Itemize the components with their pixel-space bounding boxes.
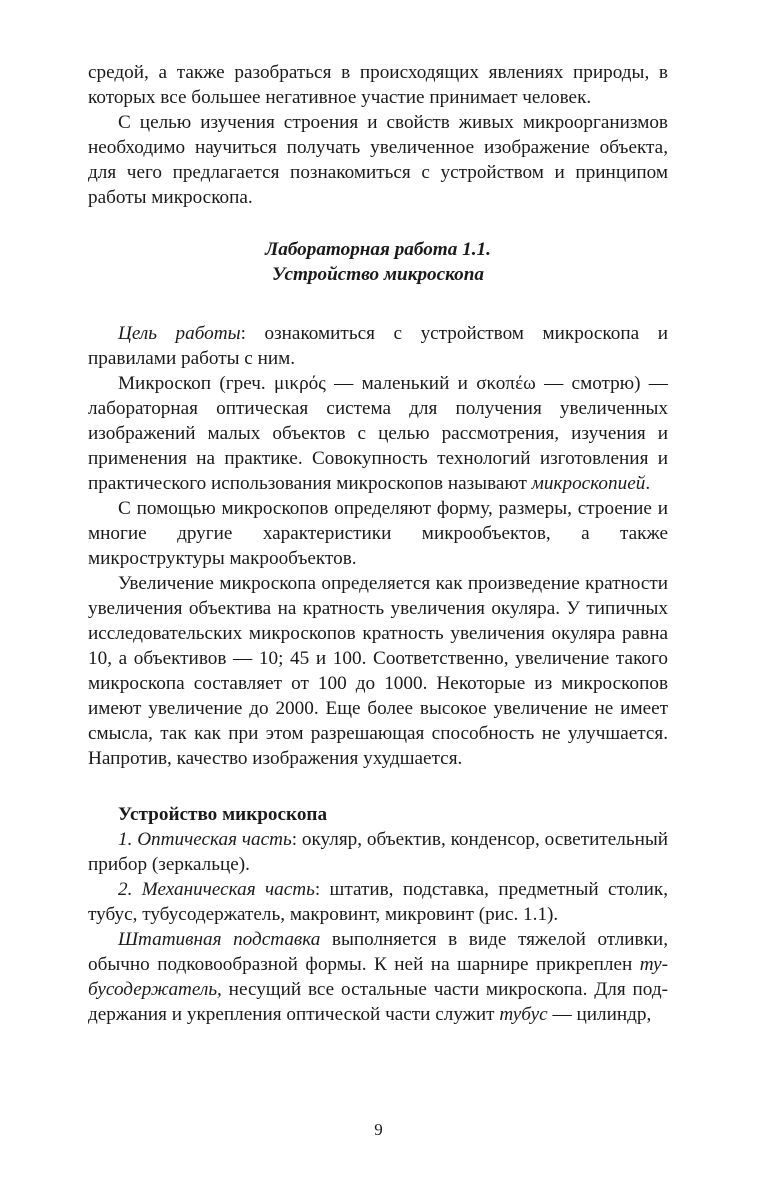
goal-label: Цель работы: [118, 323, 241, 344]
text: несущий все остальные части микроскопа. Для поддержания и укрепления оптической части служит: [88, 979, 668, 1025]
page-content: [88, 60, 668, 1027]
paragraph: [88, 371, 668, 496]
goal-text: : ознакомиться с устройством микроскопа и правилами работы с ним.: [88, 323, 668, 369]
period: .: [645, 473, 651, 494]
paragraph: С целью изучения строения и свойств живых микроорганизмов необходимо научиться получать увеличенное изображение объекта, для чего предлагается познакомиться с устройством и принципом работы микроскопа.: [88, 112, 668, 208]
text: выполняется в виде тяжелой отливки, обычно подковообразной формы. К ней на шарнире прикреплен: [88, 929, 668, 975]
subheading: Устройство микроскопа: [118, 804, 328, 825]
paragraph: средой, а также разобраться в происходящих явлениях природы, в которых все большее негативное участие принимает человек.: [88, 62, 668, 108]
item-label: 1. Оптическая часть: [118, 829, 292, 850]
paragraph: Увеличение микроскопа определяется как произведение кратности увеличения объектива на кратность увеличения окуляра. У типичных исследовательских микроскопов кратность увеличения окуляра равна 10, а объективов — 10; 45 и 100. Соответственно, увеличение такого микроскопа составляет от 100 до 1000. Некоторые из микроскопов имеют увеличение до 2000. Еще более высокое увеличение не имеет смысла, так как при этом разрешающая способность не улучшается. Напротив, качество изображения ухудшается.: [88, 573, 668, 769]
section-title: [88, 237, 668, 287]
text: — цилиндр,: [547, 1004, 652, 1025]
paragraph: С помощью микроскопов определяют форму, размеры, строение и многие другие характеристики микрообъектов, а также микроструктуры макрообъектов.: [88, 498, 668, 569]
term: тубусодержатель,: [88, 954, 668, 1000]
paragraph: [88, 927, 668, 1027]
item-label: 2. Механическая часть: [118, 879, 315, 900]
item-text: : штатив, подставка, предметный столик, тубус, тубусодержатель, макровинт, микровинт (рис. 1.1).: [88, 879, 668, 925]
title-line-2: Устройство микроскопа: [272, 264, 484, 285]
page-number: 9: [374, 1120, 383, 1139]
term: Штативная подставка: [118, 929, 321, 950]
list-item: [88, 827, 668, 877]
title-line-1: Лабораторная работа 1.1.: [265, 239, 491, 260]
item-text: : окуляр, объектив, конденсор, осветительный прибор (зеркальце).: [88, 829, 668, 875]
term-microscopy: микроскопией: [531, 473, 646, 494]
goal-paragraph: [88, 321, 668, 371]
list-item: [88, 877, 668, 927]
microscope-definition: Микроскоп (греч. μικρός — маленький и σκοπέω — смотрю) — лабораторная оптическая система для получения увеличенных изображений малых объектов с целью рассмотрения, изучения и применения на практике. Совокупность технологий изготовления и практического использования микроскопов называют: [88, 373, 668, 494]
term: тубус: [499, 1004, 548, 1025]
